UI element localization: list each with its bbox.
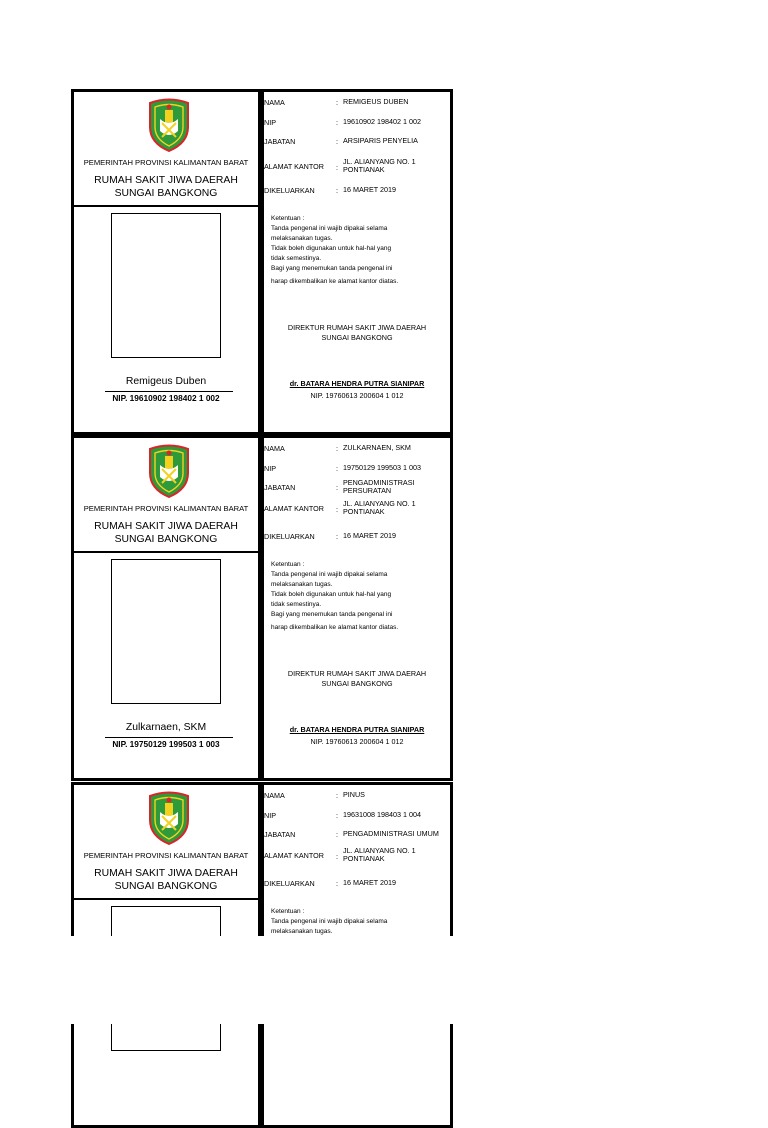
- id-card-2: [71, 435, 453, 781]
- hospital-name-line2: SUNGAI BANGKONG: [114, 534, 218, 545]
- card-header: [74, 438, 258, 551]
- card-front: [74, 92, 258, 432]
- hospital-name-line2: SUNGAI BANGKONG: [114, 188, 218, 199]
- photo-placeholder: [111, 213, 221, 358]
- card-back: NAMA : PINUS NIP : 19631008 198403 1 004 JABATAN : PENGADMINISTRASI UMUM ALAMAT KANTOR : JL. ALIANYANG NO. 1 PONTIANAK DIKELUARKAN : 16 MARET 2019 Ketentuan : Tanda pengenal ini wajib dipakai selama melaksanakan tugas.: [264, 785, 450, 1125]
- divider: [74, 551, 258, 553]
- rules-text: Ketentuan : Tanda pengenal ini wajib dipakai selama melaksanakan tugas. Tidak boleh digunakan untuk hal-hal yang tidak semestinya. Bagi yang menemukan tanda pengenal ini harap dikembalikan ke alamat kantor diatas.: [271, 215, 399, 285]
- card-back: NAMA : REMIGEUS DUBEN NIP : 19610902 198402 1 002 JABATAN : ARSIPARIS PENYELIA ALAMAT KANTOR : JL. ALIANYANG NO. 1 PONTIANAK DIKELUARKAN : 16 MARET 2019 Ketentuan : Tanda pengenal ini wajib dipakai selama melaksanakan tugas. Tidak boleh digunakan untuk hal-hal yang tidak semestinya. Bagi yang menemukan tanda pengenal ini harap dikembalikan ke alamat kantor diatas. DIREKTUR RUMAH SAKIT JIWA DAERAH SUNGAI BANGKONG dr. BATARA HENDRA PUTRA SIANIPAR NIP. 19760613 200604 1 012: [264, 92, 450, 432]
- hospital-name-line1: RUMAH SAKIT JIWA DAERAH: [94, 868, 238, 879]
- province-name: PEMERINTAH PROVINSI KALIMANTAN BARAT: [83, 851, 249, 860]
- kalbar-emblem-icon: [146, 443, 192, 499]
- rules-text: Ketentuan : Tanda pengenal ini wajib dipakai selama melaksanakan tugas. Tidak boleh digunakan untuk hal-hal yang tidak semestinya. Bagi yang menemukan tanda pengenal ini harap dikembalikan ke alamat kantor diatas.: [271, 561, 399, 631]
- divider: [74, 898, 258, 900]
- page-background-cutoff: [0, 936, 768, 1024]
- signer-name: dr. BATARA HENDRA PUTRA SIANIPAR: [289, 379, 425, 388]
- card-front: [74, 438, 258, 778]
- holder-nip: NIP. 19610902 198402 1 002: [112, 393, 220, 403]
- kalbar-emblem-icon: [146, 97, 192, 153]
- hospital-name-line1: RUMAH SAKIT JIWA DAERAH: [94, 175, 238, 186]
- id-card-1: [71, 89, 453, 435]
- photo-placeholder: [111, 559, 221, 704]
- signature-line: [105, 391, 233, 392]
- rules-text: Ketentuan : Tanda pengenal ini wajib dipakai selama melaksanakan tugas.: [271, 908, 388, 935]
- holder-nip: NIP. 19750129 199503 1 003: [112, 739, 220, 749]
- province-name: PEMERINTAH PROVINSI KALIMANTAN BARAT: [83, 158, 249, 167]
- holder-name: Remigeus Duben: [125, 376, 207, 387]
- director-title: DIREKTUR RUMAH SAKIT JIWA DAERAH SUNGAI BANGKONG: [287, 323, 427, 342]
- card-header: [74, 92, 258, 205]
- card-header: [74, 785, 258, 898]
- director-title: DIREKTUR RUMAH SAKIT JIWA DAERAH SUNGAI BANGKONG: [287, 669, 427, 688]
- province-name: PEMERINTAH PROVINSI KALIMANTAN BARAT: [83, 504, 249, 513]
- divider: [74, 205, 258, 207]
- signature-line: [105, 737, 233, 738]
- card-back: NAMA : ZULKARNAEN, SKM NIP : 19750129 199503 1 003 JABATAN : PENGADMINISTRASI PERSURATAN ALAMAT KANTOR : JL. ALIANYANG NO. 1 PONTIANAK DIKELUARKAN : 16 MARET 2019 Ketentuan : Tanda pengenal ini wajib dipakai selama melaksanakan tugas. Tidak boleh digunakan untuk hal-hal yang tidak semestinya. Bagi yang menemukan tanda pengenal ini harap dikembalikan ke alamat kantor diatas. DIREKTUR RUMAH SAKIT JIWA DAERAH SUNGAI BANGKONG dr. BATARA HENDRA PUTRA SIANIPAR NIP. 19760613 200604 1 012: [264, 438, 450, 778]
- signer-name: dr. BATARA HENDRA PUTRA SIANIPAR: [289, 725, 425, 734]
- signer-nip: NIP. 19760613 200604 1 012: [310, 391, 404, 400]
- hospital-name-line1: RUMAH SAKIT JIWA DAERAH: [94, 521, 238, 532]
- holder-name: Zulkarnaen, SKM: [125, 722, 207, 733]
- signer-nip: NIP. 19760613 200604 1 012: [310, 737, 404, 746]
- hospital-name-line2: SUNGAI BANGKONG: [114, 881, 218, 892]
- kalbar-emblem-icon: [146, 790, 192, 846]
